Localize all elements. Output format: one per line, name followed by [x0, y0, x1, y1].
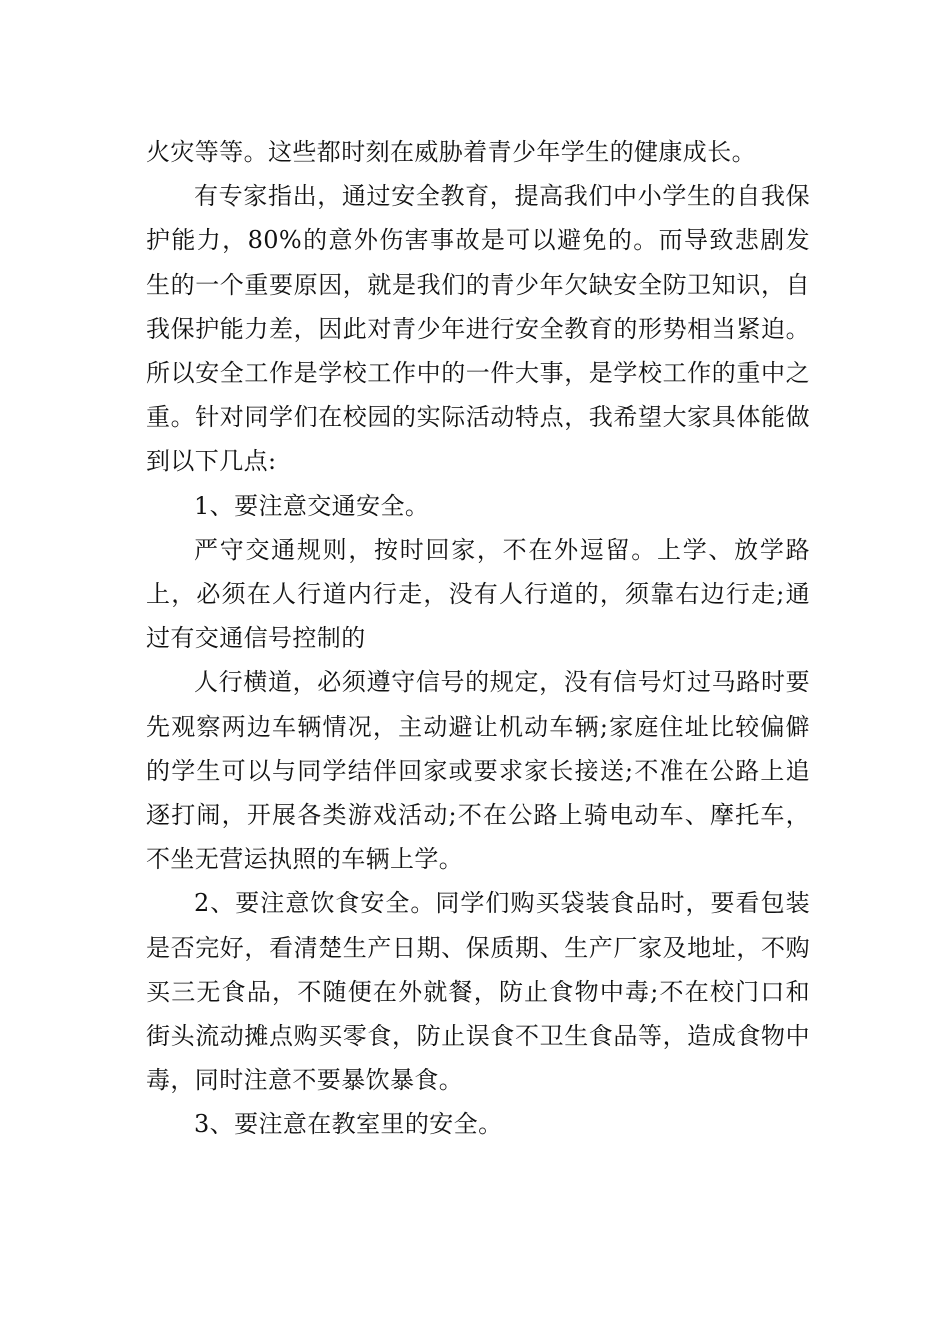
document-body	[146, 130, 810, 1147]
paragraph-continuation: 火灾等等。这些都时刻在威胁着青少年学生的健康成长。	[146, 138, 756, 166]
paragraph-traffic-rules: 严守交通规则，按时回家，不在外逗留。上学、放学路上，必须在人行道内行走，没有人行道的，须靠右边行走;通过有交通信号控制的	[146, 535, 810, 653]
paragraph-crosswalk-rules: 人行横道，必须遵守信号的规定，没有信号灯过马路时要先观察两边车辆情况，主动避让机动车辆;家庭住址比较偏僻的学生可以与同学结伴回家或要求家长接送;不准在公路上追逐打闹，开展各类游戏活动;不在公路上骑电动车、摩托车，不坐无营运执照的车辆上学。	[146, 668, 810, 874]
paragraph-expert-opinion: 有专家指出，通过安全教育，提高我们中小学生的自我保护能力，80%的意外伤害事故是可以避免的。而导致悲剧发生的一个重要原因，就是我们的青少年欠缺安全防卫知识，自我保护能力差，因此对青少年进行安全教育的形势相当紧迫。所以安全工作是学校工作中的一件大事，是学校工作的重中之重。针对同学们在校园的实际活动特点，我希望大家具体能做到以下几点:	[146, 182, 810, 476]
heading-traffic-safety: 1、要注意交通安全。	[194, 491, 430, 520]
heading-classroom-safety: 3、要注意在教室里的安全。	[194, 1110, 503, 1139]
paragraph-food-safety: 2、要注意饮食安全。同学们购买袋装食品时，要看包装是否完好，看清楚生产日期、保质期、生产厂家及地址，不购买三无食品，不随便在外就餐，防止食物中毒;不在校门口和街头流动摊点购买零食，防止误食不卫生食品等，造成食物中毒，同时注意不要暴饮暴食。	[146, 889, 810, 1095]
